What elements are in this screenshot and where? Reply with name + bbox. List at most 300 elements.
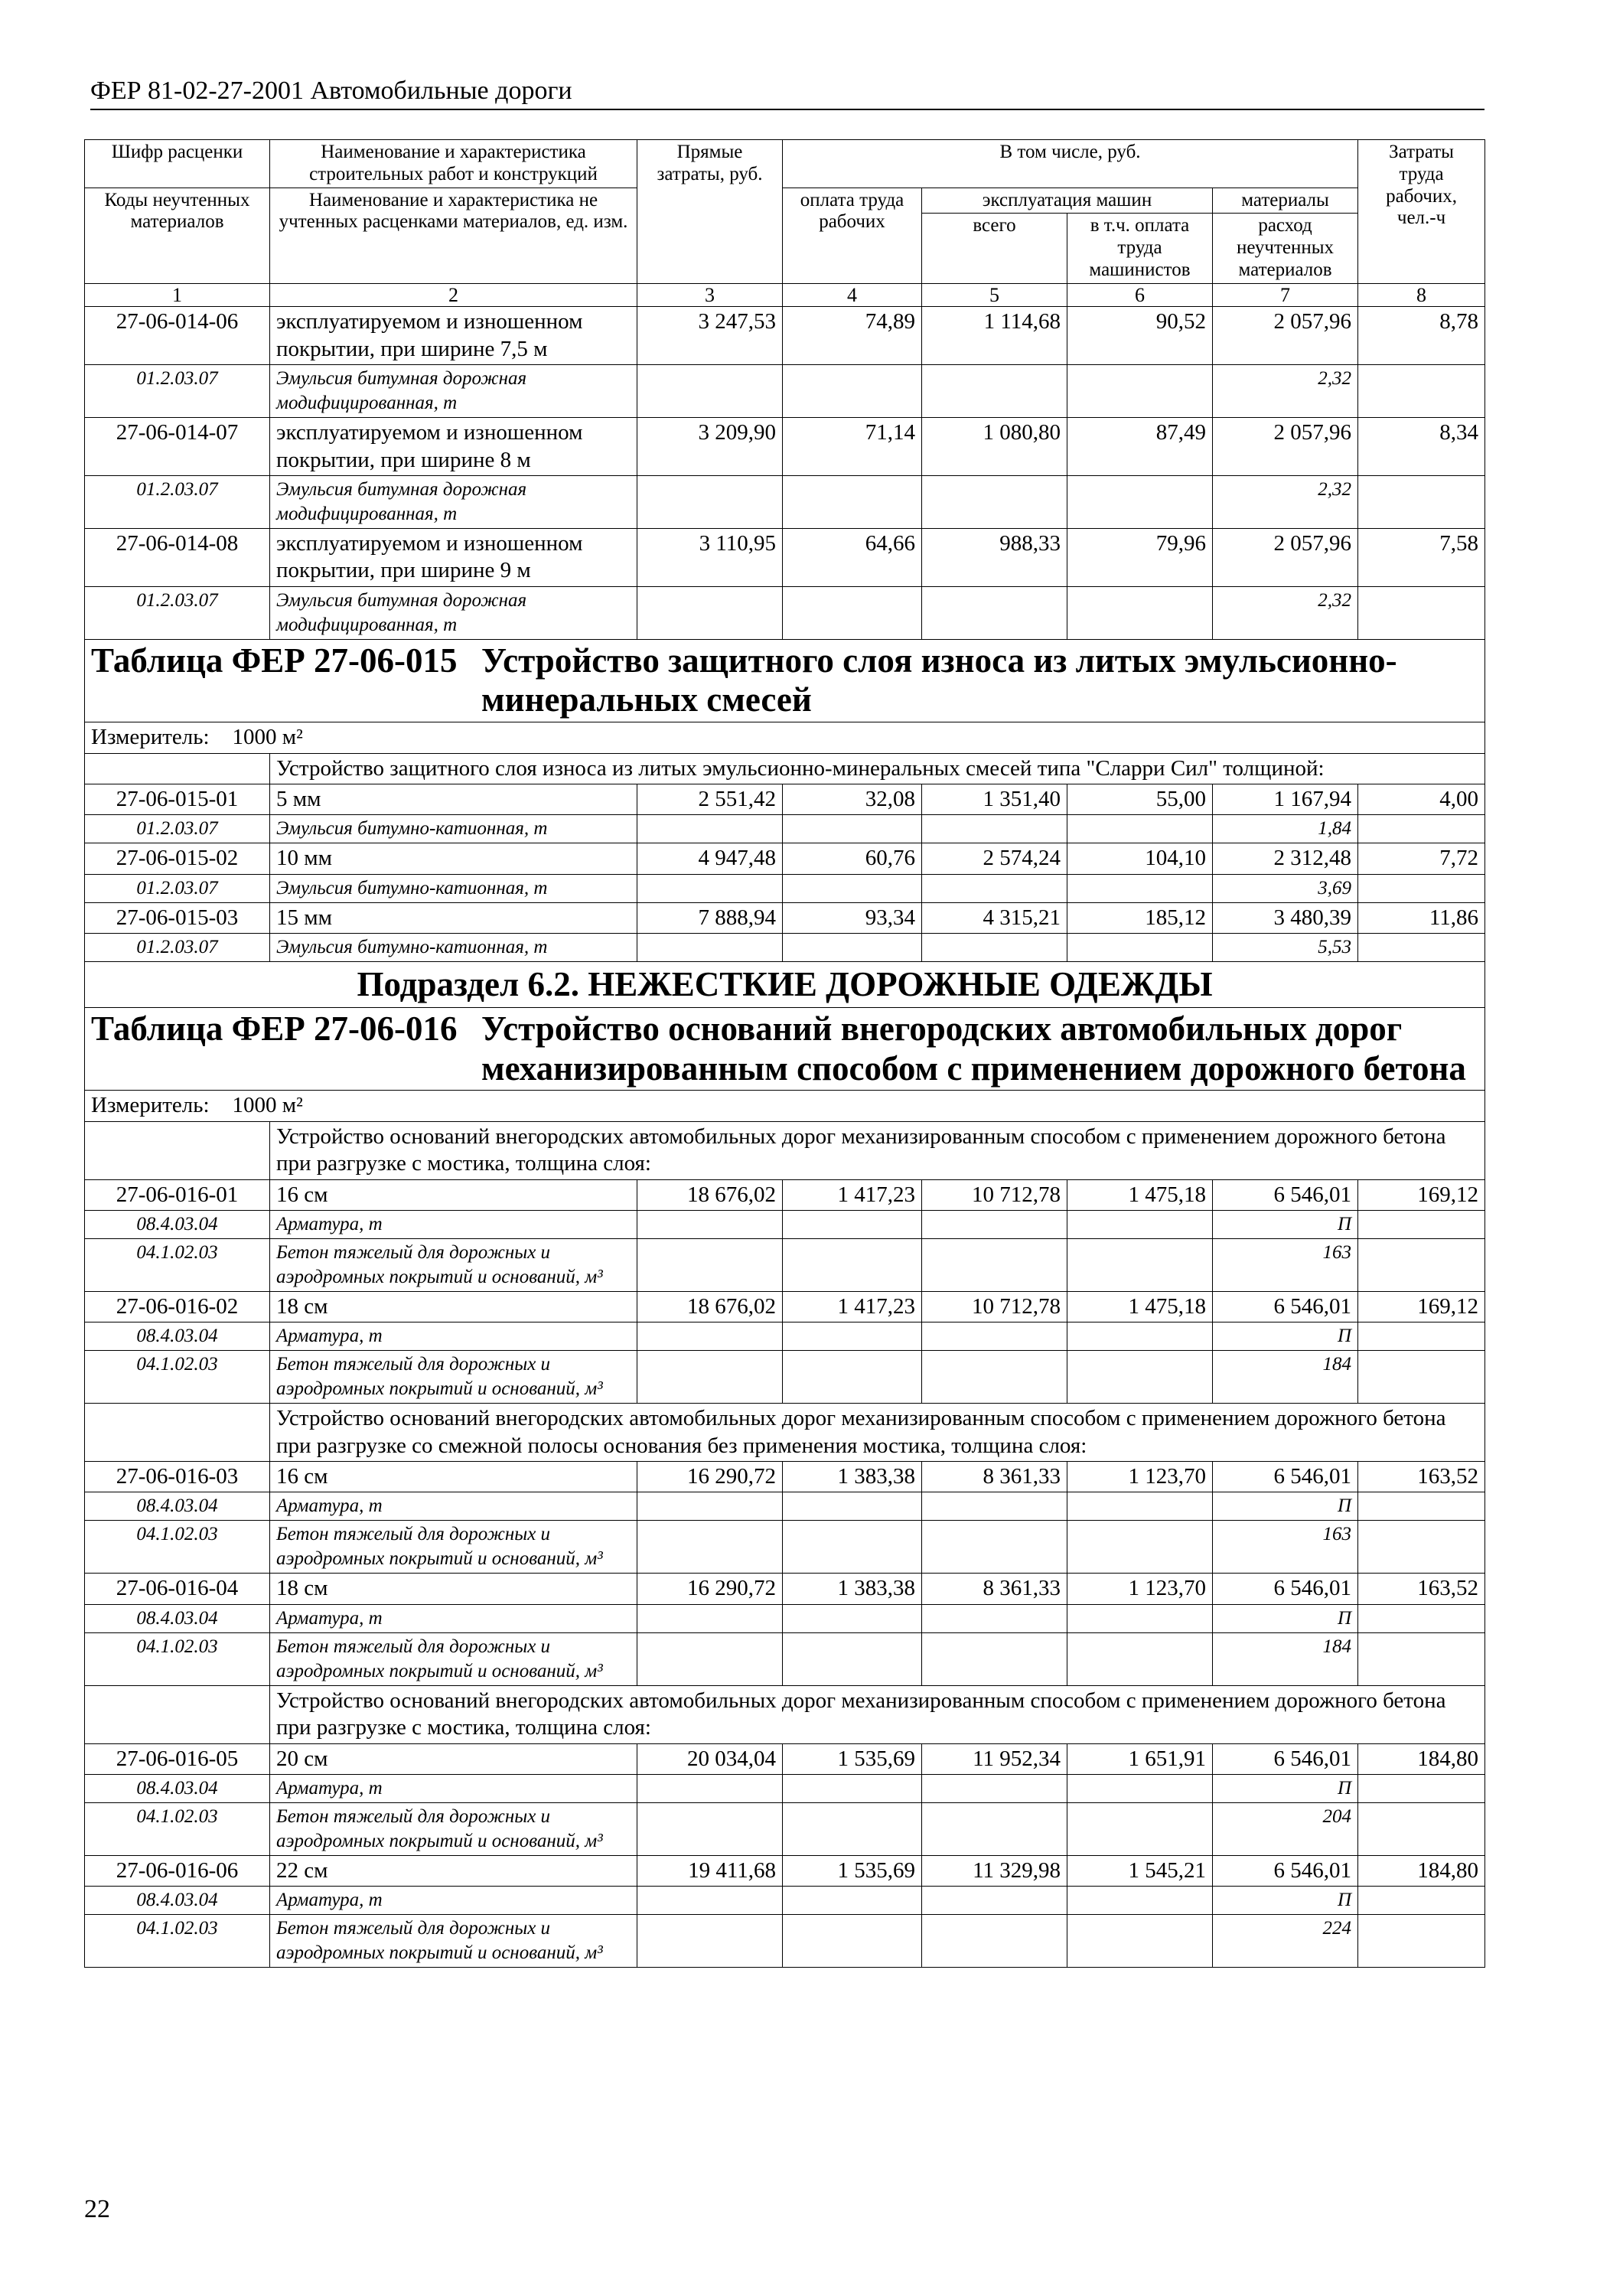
meter-value: 1000 м² <box>232 725 303 750</box>
machinists-wage: 79,96 <box>1067 528 1213 586</box>
work-name: 18 см <box>270 1574 637 1604</box>
table-label: Таблица ФЕР 27-06-015 <box>91 641 458 680</box>
material-row <box>85 1521 1485 1574</box>
materials-cost: 6 546,01 <box>1213 1743 1358 1774</box>
rate-row <box>85 1743 1485 1774</box>
empty-cell <box>1067 1210 1213 1238</box>
machinists-wage: 1 475,18 <box>1067 1291 1213 1322</box>
empty-cell <box>1358 934 1485 962</box>
empty-cell <box>1067 1492 1213 1521</box>
machines-total: 11 329,98 <box>922 1855 1067 1886</box>
empty-cell <box>1067 1238 1213 1291</box>
empty-cell <box>922 1887 1067 1915</box>
material-name: Бетон тяжелый для дорожных и аэродромных покрытий и оснований, м³ <box>270 1915 637 1968</box>
material-code: 08.4.03.04 <box>85 1210 270 1238</box>
direct-cost: 3 110,95 <box>637 528 783 586</box>
empty-cell <box>783 1238 922 1291</box>
empty-cell <box>1358 1322 1485 1351</box>
material-code: 04.1.02.03 <box>85 1351 270 1404</box>
empty-cell <box>1067 1351 1213 1404</box>
material-qty: 163 <box>1213 1238 1358 1291</box>
machinists-wage: 1 545,21 <box>1067 1855 1213 1886</box>
empty-cell <box>637 1915 783 1968</box>
rate-row <box>85 902 1485 933</box>
empty-cell <box>783 586 922 639</box>
empty-cell <box>1067 1774 1213 1802</box>
empty-cell <box>1067 586 1213 639</box>
workers-wage: 1 535,69 <box>783 1855 922 1886</box>
labor-cost: 163,52 <box>1358 1574 1485 1604</box>
material-code: 01.2.03.07 <box>85 475 270 528</box>
material-code: 08.4.03.04 <box>85 1322 270 1351</box>
materials-cost: 6 546,01 <box>1213 1855 1358 1886</box>
table-title-wrap <box>91 641 1478 721</box>
material-name: Эмульсия битумно-катионная, т <box>270 815 637 843</box>
materials-cost: 6 546,01 <box>1213 1179 1358 1210</box>
machinists-wage: 1 475,18 <box>1067 1179 1213 1210</box>
workers-wage: 1 417,23 <box>783 1179 922 1210</box>
workers-wage: 74,89 <box>783 307 922 365</box>
machinists-wage: 185,12 <box>1067 902 1213 933</box>
work-name: 10 мм <box>270 843 637 874</box>
material-name: Эмульсия битумная дорожная модифицированная, т <box>270 586 637 639</box>
material-qty: 204 <box>1213 1802 1358 1855</box>
machines-total: 10 712,78 <box>922 1291 1067 1322</box>
rate-row <box>85 843 1485 874</box>
empty-cell <box>1358 1351 1485 1404</box>
rate-row <box>85 528 1485 586</box>
empty-cell <box>922 1210 1067 1238</box>
col-direct-header: Прямые затраты, руб. <box>637 140 783 284</box>
material-qty: П <box>1213 1492 1358 1521</box>
empty-cell <box>922 1351 1067 1404</box>
empty-cell <box>783 475 922 528</box>
empty-cell <box>1358 815 1485 843</box>
col-name-header: Наименование и характеристика строительных работ и конструкций <box>270 140 637 188</box>
materials-cost: 2 057,96 <box>1213 528 1358 586</box>
machinists-wage: 55,00 <box>1067 784 1213 814</box>
empty-cell <box>1358 1238 1485 1291</box>
labor-cost: 8,34 <box>1358 418 1485 476</box>
material-code: 01.2.03.07 <box>85 874 270 902</box>
col-incl-header: В том числе, руб. <box>783 140 1358 188</box>
empty-cell <box>1067 934 1213 962</box>
empty-cell <box>1067 1915 1213 1968</box>
section-intro-row <box>85 1685 1485 1743</box>
empty-cell <box>1358 475 1485 528</box>
empty-cell <box>922 1521 1067 1574</box>
labor-cost: 8,78 <box>1358 307 1485 365</box>
section-intro-row <box>85 1404 1485 1462</box>
material-name: Эмульсия битумно-катионная, т <box>270 934 637 962</box>
material-code: 01.2.03.07 <box>85 815 270 843</box>
rate-code: 27-06-016-05 <box>85 1743 270 1774</box>
empty-cell <box>1067 1521 1213 1574</box>
empty-cell <box>1358 874 1485 902</box>
rate-code: 27-06-015-03 <box>85 902 270 933</box>
machines-total: 8 361,33 <box>922 1574 1067 1604</box>
table-title <box>85 639 1485 722</box>
meter-label: Измеритель: <box>91 1093 210 1118</box>
material-qty: 2,32 <box>1213 475 1358 528</box>
empty-cell <box>637 1774 783 1802</box>
empty-cell <box>637 1521 783 1574</box>
direct-cost: 2 551,42 <box>637 784 783 814</box>
empty-cell <box>637 1238 783 1291</box>
labor-cost: 11,86 <box>1358 902 1485 933</box>
column-number: 6 <box>1067 283 1213 307</box>
column-number-row <box>85 283 1485 307</box>
material-qty: П <box>1213 1322 1358 1351</box>
rate-row <box>85 1179 1485 1210</box>
material-row <box>85 365 1485 418</box>
material-code: 08.4.03.04 <box>85 1774 270 1802</box>
col-machines-header: эксплуатация машин <box>922 188 1213 214</box>
direct-cost: 4 947,48 <box>637 843 783 874</box>
rate-code: 27-06-016-06 <box>85 1855 270 1886</box>
material-name: Арматура, т <box>270 1774 637 1802</box>
empty-cell <box>783 1802 922 1855</box>
col-machines-total-header: всего <box>922 214 1067 283</box>
empty-cell <box>1067 1887 1213 1915</box>
materials-cost: 2 057,96 <box>1213 418 1358 476</box>
empty-cell <box>637 815 783 843</box>
empty-cell <box>783 815 922 843</box>
empty-cell <box>783 1915 922 1968</box>
table-label: Таблица ФЕР 27-06-016 <box>91 1009 458 1048</box>
empty-cell <box>1358 1210 1485 1238</box>
empty-cell <box>1358 1774 1485 1802</box>
machines-total: 1 080,80 <box>922 418 1067 476</box>
material-name: Бетон тяжелый для дорожных и аэродромных покрытий и оснований, м³ <box>270 1802 637 1855</box>
labor-cost: 4,00 <box>1358 784 1485 814</box>
empty-cell <box>637 874 783 902</box>
column-number: 4 <box>783 283 922 307</box>
direct-cost: 16 290,72 <box>637 1574 783 1604</box>
empty-cell <box>783 874 922 902</box>
empty-cell <box>1067 1604 1213 1632</box>
section-intro: Устройство оснований внегородских автомобильных дорог механизированным способом с применением дорожного бетона при разгрузке со смежной полосы основания без применения мостика, толщина слоя: <box>270 1404 1485 1462</box>
material-code: 01.2.03.07 <box>85 365 270 418</box>
empty-cell <box>1067 815 1213 843</box>
rate-row <box>85 784 1485 814</box>
materials-cost: 1 167,94 <box>1213 784 1358 814</box>
empty-cell <box>783 1492 922 1521</box>
material-row <box>85 815 1485 843</box>
material-code: 04.1.02.03 <box>85 1915 270 1968</box>
materials-cost: 6 546,01 <box>1213 1291 1358 1322</box>
materials-cost: 6 546,01 <box>1213 1574 1358 1604</box>
material-qty: 1,84 <box>1213 815 1358 843</box>
materials-cost: 2 312,48 <box>1213 843 1358 874</box>
column-number: 8 <box>1358 283 1485 307</box>
work-name: 22 см <box>270 1855 637 1886</box>
empty-cell <box>783 1604 922 1632</box>
material-row <box>85 1915 1485 1968</box>
machines-total: 4 315,21 <box>922 902 1067 933</box>
empty-cell <box>783 1322 922 1351</box>
labor-cost: 7,58 <box>1358 528 1485 586</box>
empty-cell <box>1358 1887 1485 1915</box>
empty-cell <box>637 1604 783 1632</box>
material-name: Арматура, т <box>270 1887 637 1915</box>
material-name: Бетон тяжелый для дорожных и аэродромных покрытий и оснований, м³ <box>270 1238 637 1291</box>
empty-cell <box>637 1802 783 1855</box>
labor-cost: 184,80 <box>1358 1743 1485 1774</box>
material-code: 01.2.03.07 <box>85 934 270 962</box>
workers-wage: 71,14 <box>783 418 922 476</box>
material-row <box>85 1604 1485 1632</box>
empty-cell <box>85 753 270 784</box>
material-name: Арматура, т <box>270 1322 637 1351</box>
material-qty: 2,32 <box>1213 365 1358 418</box>
direct-cost: 3 209,90 <box>637 418 783 476</box>
empty-cell <box>85 1685 270 1743</box>
empty-cell <box>1358 1604 1485 1632</box>
material-name: Арматура, т <box>270 1492 637 1521</box>
empty-cell <box>637 1632 783 1685</box>
meter-row <box>85 1091 1485 1121</box>
rate-code: 27-06-014-08 <box>85 528 270 586</box>
material-row <box>85 1210 1485 1238</box>
rate-row <box>85 418 1485 476</box>
meter-label: Измеритель: <box>91 725 210 750</box>
materials-cost: 2 057,96 <box>1213 307 1358 365</box>
workers-wage: 60,76 <box>783 843 922 874</box>
rate-row <box>85 1462 1485 1492</box>
workers-wage: 1 383,38 <box>783 1574 922 1604</box>
empty-cell <box>637 1322 783 1351</box>
empty-cell <box>1358 1915 1485 1968</box>
section-intro: Устройство защитного слоя износа из литых эмульсионно-минеральных смесей типа "Сларри Сил" толщиной: <box>270 753 1485 784</box>
material-qty: 184 <box>1213 1351 1358 1404</box>
machines-total: 988,33 <box>922 528 1067 586</box>
empty-cell <box>637 475 783 528</box>
material-row <box>85 1322 1485 1351</box>
table-title <box>85 1007 1485 1091</box>
machinists-wage: 104,10 <box>1067 843 1213 874</box>
rate-code: 27-06-014-06 <box>85 307 270 365</box>
material-qty: 163 <box>1213 1521 1358 1574</box>
empty-cell <box>1358 365 1485 418</box>
column-number: 2 <box>270 283 637 307</box>
empty-cell <box>1358 1632 1485 1685</box>
material-row <box>85 1238 1485 1291</box>
empty-cell <box>783 934 922 962</box>
empty-cell <box>922 1322 1067 1351</box>
material-row <box>85 1887 1485 1915</box>
workers-wage: 1 535,69 <box>783 1743 922 1774</box>
column-number: 7 <box>1213 283 1358 307</box>
empty-cell <box>922 1802 1067 1855</box>
material-code: 04.1.02.03 <box>85 1238 270 1291</box>
col-missing-codes-header: Коды неучтенных материалов <box>85 188 270 283</box>
empty-cell <box>637 586 783 639</box>
empty-cell <box>922 815 1067 843</box>
direct-cost: 7 888,94 <box>637 902 783 933</box>
subsection-row <box>85 962 1485 1008</box>
section-intro-row <box>85 1121 1485 1179</box>
work-name: 16 см <box>270 1179 637 1210</box>
material-qty: П <box>1213 1604 1358 1632</box>
empty-cell <box>1358 1492 1485 1521</box>
header-row <box>85 188 1485 214</box>
empty-cell <box>637 1351 783 1404</box>
col-missing-names-header: Наименование и характеристика не учтенных расценками материалов, ед. изм. <box>270 188 637 283</box>
empty-cell <box>922 874 1067 902</box>
empty-cell <box>783 1210 922 1238</box>
meter-cell <box>85 1091 1485 1121</box>
empty-cell <box>922 1632 1067 1685</box>
work-name: эксплуатируемом и изношенном покрытии, при ширине 7,5 м <box>270 307 637 365</box>
empty-cell <box>637 365 783 418</box>
col-code-header: Шифр расценки <box>85 140 270 188</box>
machines-total: 8 361,33 <box>922 1462 1067 1492</box>
labor-cost: 169,12 <box>1358 1291 1485 1322</box>
empty-cell <box>85 1121 270 1179</box>
empty-cell <box>922 1238 1067 1291</box>
empty-cell <box>922 1492 1067 1521</box>
column-number: 3 <box>637 283 783 307</box>
direct-cost: 16 290,72 <box>637 1462 783 1492</box>
empty-cell <box>637 934 783 962</box>
rate-code: 27-06-016-02 <box>85 1291 270 1322</box>
empty-cell <box>922 1604 1067 1632</box>
col-wage-header: оплата труда рабочих <box>783 188 922 283</box>
workers-wage: 1 383,38 <box>783 1462 922 1492</box>
direct-cost: 18 676,02 <box>637 1179 783 1210</box>
col-materials-rate-header: расход неучтенных материалов <box>1213 214 1358 283</box>
material-name: Арматура, т <box>270 1210 637 1238</box>
rate-code: 27-06-015-01 <box>85 784 270 814</box>
col-machines-wage-header: в т.ч. оплата труда машинистов <box>1067 214 1213 283</box>
empty-cell <box>1067 475 1213 528</box>
empty-cell <box>1358 1802 1485 1855</box>
empty-cell <box>1358 586 1485 639</box>
empty-cell <box>783 1351 922 1404</box>
machines-total: 11 952,34 <box>922 1743 1067 1774</box>
material-qty: 5,53 <box>1213 934 1358 962</box>
rate-row <box>85 1291 1485 1322</box>
machinists-wage: 1 123,70 <box>1067 1462 1213 1492</box>
material-row <box>85 874 1485 902</box>
col-materials-header: материалы <box>1213 188 1358 214</box>
material-qty: 3,69 <box>1213 874 1358 902</box>
rate-code: 27-06-015-02 <box>85 843 270 874</box>
work-name: 5 мм <box>270 784 637 814</box>
material-row <box>85 1492 1485 1521</box>
material-code: 04.1.02.03 <box>85 1802 270 1855</box>
work-name: 18 см <box>270 1291 637 1322</box>
table-title-row <box>85 1007 1485 1091</box>
header-row <box>85 140 1485 188</box>
machinists-wage: 1 123,70 <box>1067 1574 1213 1604</box>
work-name: 16 см <box>270 1462 637 1492</box>
material-name: Бетон тяжелый для дорожных и аэродромных покрытий и оснований, м³ <box>270 1632 637 1685</box>
rate-code: 27-06-016-04 <box>85 1574 270 1604</box>
empty-cell <box>1067 1632 1213 1685</box>
machines-total: 1 114,68 <box>922 307 1067 365</box>
labor-cost: 163,52 <box>1358 1462 1485 1492</box>
empty-cell <box>1067 874 1213 902</box>
work-name: эксплуатируемом и изношенном покрытии, при ширине 8 м <box>270 418 637 476</box>
empty-cell <box>637 1210 783 1238</box>
rate-code: 27-06-016-03 <box>85 1462 270 1492</box>
machines-total: 1 351,40 <box>922 784 1067 814</box>
machines-total: 10 712,78 <box>922 1179 1067 1210</box>
material-qty: П <box>1213 1210 1358 1238</box>
labor-cost: 184,80 <box>1358 1855 1485 1886</box>
empty-cell <box>922 365 1067 418</box>
machinists-wage: 90,52 <box>1067 307 1213 365</box>
page-header: ФЕР 81-02-27-2001 Автомобильные дороги <box>90 77 1484 110</box>
column-number: 1 <box>85 283 270 307</box>
table-heading: Устройство оснований внегородских автомобильных дорог механизированным способом с применением дорожного бетона <box>481 1009 1466 1088</box>
machines-total: 2 574,24 <box>922 843 1067 874</box>
empty-cell <box>783 1774 922 1802</box>
workers-wage: 32,08 <box>783 784 922 814</box>
rate-code: 27-06-016-01 <box>85 1179 270 1210</box>
machinists-wage: 87,49 <box>1067 418 1213 476</box>
meter-cell <box>85 722 1485 753</box>
empty-cell <box>922 934 1067 962</box>
meter-row <box>85 722 1485 753</box>
material-name: Арматура, т <box>270 1604 637 1632</box>
empty-cell <box>1067 1802 1213 1855</box>
section-intro: Устройство оснований внегородских автомобильных дорог механизированным способом с применением дорожного бетона при разгрузке с мостика, толщина слоя: <box>270 1121 1485 1179</box>
empty-cell <box>85 1404 270 1462</box>
material-code: 08.4.03.04 <box>85 1492 270 1521</box>
material-qty: 184 <box>1213 1632 1358 1685</box>
rate-row <box>85 1574 1485 1604</box>
material-name: Эмульсия битумная дорожная модифицированная, т <box>270 475 637 528</box>
empty-cell <box>637 1492 783 1521</box>
material-qty: П <box>1213 1774 1358 1802</box>
direct-cost: 18 676,02 <box>637 1291 783 1322</box>
empty-cell <box>1067 365 1213 418</box>
direct-cost: 3 247,53 <box>637 307 783 365</box>
material-qty: 2,32 <box>1213 586 1358 639</box>
rates-table-body <box>85 140 1485 1968</box>
material-code: 04.1.02.03 <box>85 1632 270 1685</box>
empty-cell <box>922 1774 1067 1802</box>
labor-cost: 7,72 <box>1358 843 1485 874</box>
table-heading: Устройство защитного слоя износа из литых эмульсионно-минеральных смесей <box>481 641 1397 719</box>
material-name: Эмульсия битумно-катионная, т <box>270 874 637 902</box>
material-code: 08.4.03.04 <box>85 1604 270 1632</box>
empty-cell <box>1067 1322 1213 1351</box>
material-row <box>85 1632 1485 1685</box>
material-qty: 224 <box>1213 1915 1358 1968</box>
material-code: 04.1.02.03 <box>85 1521 270 1574</box>
empty-cell <box>1358 1521 1485 1574</box>
work-name: эксплуатируемом и изношенном покрытии, при ширине 9 м <box>270 528 637 586</box>
empty-cell <box>922 586 1067 639</box>
rate-row <box>85 1855 1485 1886</box>
material-row <box>85 475 1485 528</box>
rate-code: 27-06-014-07 <box>85 418 270 476</box>
subsection-title: Подраздел 6.2. НЕЖЕСТКИЕ ДОРОЖНЫЕ ОДЕЖДЫ <box>85 962 1485 1008</box>
empty-cell <box>922 1915 1067 1968</box>
machinists-wage: 1 651,91 <box>1067 1743 1213 1774</box>
empty-cell <box>783 1887 922 1915</box>
material-row <box>85 934 1485 962</box>
empty-cell <box>783 1521 922 1574</box>
workers-wage: 1 417,23 <box>783 1291 922 1322</box>
rate-row <box>85 307 1485 365</box>
materials-cost: 6 546,01 <box>1213 1462 1358 1492</box>
page-number: 22 <box>84 2195 110 2223</box>
